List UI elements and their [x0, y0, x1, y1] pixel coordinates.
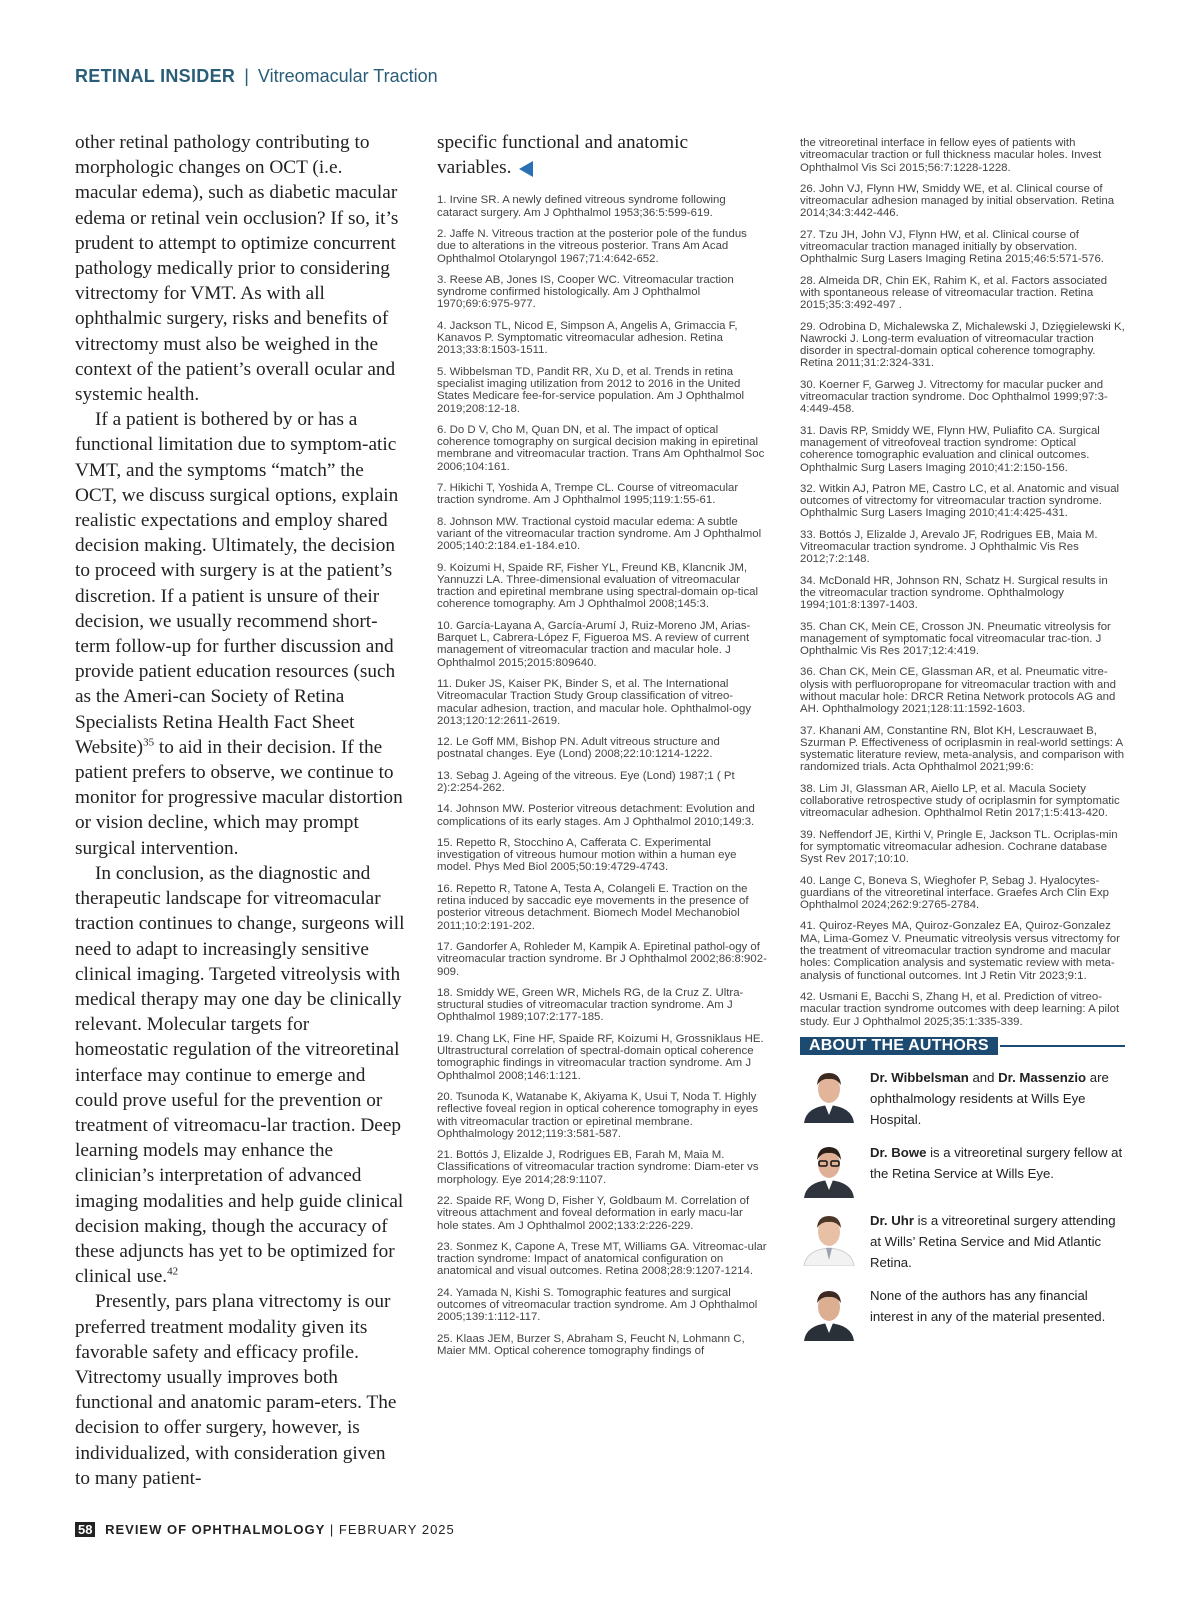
reference-item: 5. Wibbelsman TD, Pandit RR, Xu D, et al. Trends in retina specialist imaging utilization from 2012 to 2016 in the United States Medicare fee-for-service population. Am J Ophthalmol 2019;208:12-18. [437, 365, 745, 415]
author-bio: Dr. Bowe is a vitreoretinal surgery fellow at the Retina Service at Wills Eye. [870, 1145, 1123, 1182]
reference-item: 8. Johnson MW. Tractional cystoid macular edema: A subtle variant of the vitreomacular traction syndrome. Am J Ophthalmol 2005;140:2:184.e1-184.e10. [437, 515, 762, 553]
author-entry [800, 1208, 1125, 1273]
body-paragraph-end: specific functional and anatomic variables. [437, 132, 689, 179]
reference-item: 15. Repetto R, Stocchino A, Cafferata C. Experimental investigation of vitreous humour motion within a human eye model. Phys Med Biol 2005;50:19:4729-4743. [437, 836, 737, 874]
reference-item: 14. Johnson MW. Posterior vitreous detachment: Evolution and complications of its early stages. Am J Ophthalmol 2010;149:3. [437, 803, 755, 828]
about-authors-title: ABOUT THE AUTHORS [800, 1037, 998, 1055]
reference-item: 33. Bottós J, Elizalde J, Arevalo JF, Rodrigues EB, Maia M. Vitreomacular traction syndrome. J Ophthalmic Vis Res 2012;7:2:148. [800, 528, 1098, 566]
header-separator: | [244, 66, 249, 86]
author-bio: Dr. Uhr is a vitreoretinal surgery attending at Wills’ Retina Service and Mid Atlantic Retina. [870, 1213, 1116, 1271]
page-number: 58 [75, 1522, 95, 1537]
reference-item: 38. Lim JI, Glassman AR, Aiello LP, et al. Macula Society collaborative retrospective study of ocriplasmin for symptomatic vitreomacular adhesion. Ophthalmol Retin 2017;1:5:413-420. [800, 782, 1120, 820]
reference-item: 19. Chang LK, Fine HF, Spaide RF, Koizumi H, Grossniklaus HE. Ultrastructural correlation of spectral-domain optical coherence tomographic findings in vitreomacular traction syndrome. Am J Ophthalmol 2008;146:1:121. [437, 1032, 764, 1082]
reference-item: 37. Khanani AM, Constantine RN, Blot KH, Lescrauwaet B, Szurman P. Effectiveness of ocriplasmin in real-world settings: A systematic literature review, meta-analysis, and comparison with randomized trials. Acta Ophthalmol 2021;99:6: [800, 724, 1125, 774]
reference-item: 2. Jaffe N. Vitreous traction at the posterior pole of the fundus due to alterations in the vitreous posterior. Trans Am Acad Ophthalmol Otolaryngol 1967;71:4:642-652. [437, 228, 747, 265]
body-column-1 [75, 130, 405, 1491]
reference-item: 42. Usmani E, Bacchi S, Zhang H, et al. Prediction of vitreo-macular traction syndrome outcomes with deep learning: A pilot study. Eur J Ophthalmol 2025;35:1:335-339. [800, 990, 1120, 1028]
section-label: RETINAL INSIDER [75, 66, 236, 86]
reference-item: 7. Hikichi T, Yoshida A, Trempe CL. Course of vitreomacular traction syndrome. Am J Ophthalmol 1995;119:1:55-61. [437, 482, 739, 507]
reference-item: 20. Tsunoda K, Watanabe K, Akiyama K, Usui T, Noda T. Highly reflective foveal region in optical coherence tomography in eyes with vitreomacular traction or epiretinal membrane. Ophthalmology 2012;119:3:581-587. [437, 1090, 759, 1140]
citation-42: 42 [167, 1265, 179, 1278]
reference-item: 30. Koerner F, Garweg J. Vitrectomy for macular pucker and vitreomacular traction syndrome. Doc Ophthalmol 1999;97:3-4:449-458. [800, 378, 1108, 416]
reference-item: 24. Yamada N, Kishi S. Tomographic features and surgical outcomes of vitreomacular traction syndrome. Am J Ophthalmol 2005;139:1:112-117. [437, 1286, 758, 1324]
magazine-title: REVIEW OF OPHTHALMOLOGY [105, 1522, 326, 1537]
reference-item: 1. Irvine SR. A newly defined vitreous syndrome following cataract surgery. Am J Ophthalmol 1953;36:5:599-619. [437, 194, 726, 219]
author-photo [800, 1065, 858, 1123]
references-column-1 [437, 130, 767, 1366]
reference-item: 22. Spaide RF, Wong D, Fisher Y, Goldbaum M. Correlation of vitreous attachment and foveal deformation in early macu-lar hole states. Am J Ophthalmol 2002;133:2:226-229. [437, 1195, 750, 1232]
reference-item: 23. Sonmez K, Capone A, Trese MT, Williams GA. Vitreomac-ular traction syndrome: Impact of anatomical configuration on anatomical and visual outcomes. Retina 2008;28:9:1207-1214. [437, 1240, 767, 1278]
page-footer [75, 1522, 455, 1537]
reference-item: 36. Chan CK, Mein CE, Glassman AR, et al. Pneumatic vitre-olysis with perfluoropropane for vitreomacular traction with and without macular hole: DRCR Retina Network protocols AG and AH. Ophthalmology 2021;128:11:1592-1603. [800, 666, 1116, 716]
author-photo [800, 1140, 858, 1198]
body-paragraph: If a patient is bothered by or has a functional limitation due to symptom-atic VMT, and the symptoms “match” the OCT, we discuss surgical options, explain realistic expectations and employ shared decision making. Ultimately, the decision to proceed with surgery is at the patient’s discretion. If a patient is unsure of their decision, we usually recommend short-term follow-up for further discussion and provide patient education resources (such as the Ameri-can Society of Retina Specialists Retina Health Fact Sheet Website)$^{35}$ to aid in their decision. If the patient prefers to observe, we continue to monitor for progressive macular distortion or vision decline, which may prompt surgical intervention. [75, 409, 403, 859]
author-photo [800, 1208, 858, 1266]
topic-label: Vitreomacular Traction [257, 66, 438, 86]
body-paragraph: Presently, pars plana vitrectomy is our preferred treatment modality given its favorable safety and efficacy profile. Vitrectomy usually improves both functional and anatomic param-eters. The decision to offer surgery, however, is individualized, with consideration given to many patient- [75, 1291, 397, 1489]
disclosure: None of the authors has any financial interest in any of the material presented. [870, 1288, 1106, 1325]
about-authors-header [800, 1037, 1125, 1055]
reference-item: 40. Lange C, Boneva S, Wieghofer P, Sebag J. Hyalocytes-guardians of the vitreoretinal interface. Graefes Arch Clin Exp Ophthalmol 2024;262:9:2765-2784. [800, 874, 1109, 912]
reference-item: 26. John VJ, Flynn HW, Smiddy WE, et al. Clinical course of vitreomacular adhesion managed by initial observation. Retina 2014;34:3:442-446. [800, 182, 1115, 220]
reference-item: 39. Neffendorf JE, Kirthi V, Pringle E, Jackson TL. Ocriplas-min for symptomatic vitreomacular adhesion. Cochrane database Syst Rev 2017;10:10. [800, 828, 1118, 866]
reference-item: 28. Almeida DR, Chin EK, Rahim K, et al. Factors associated with spontaneous release of vitreomacular traction. Retina 2015;35:3:492-497 . [800, 274, 1108, 312]
reference-item: 35. Chan CK, Mein CE, Crosson JN. Pneumatic vitreolysis for management of symptomatic focal vitreomacular trac-tion. J Ophthalmic Vis Res 2017;12:4:419. [800, 620, 1111, 658]
divider [1000, 1045, 1125, 1047]
reference-item: 13. Sebag J. Ageing of the vitreous. Eye (Lond) 1987;1 ( Pt 2):2:254-262. [437, 769, 735, 794]
author-entry [800, 1065, 1125, 1130]
reference-item: 41. Quiroz-Reyes MA, Quiroz-Gonzalez EA, Quiroz-Gonzalez MA, Lima-Gomez V. Pneumatic vitreolysis versus vitrectomy for the treatment of vitreomacular traction syndrome and macular holes: Complication analysis and systematic review with meta-analysis of functional outcomes. Int J Retin Vitr 2023;9:1. [800, 920, 1120, 982]
reference-item: 4. Jackson TL, Nicod E, Simpson A, Angelis A, Grimaccia F, Kanavos P. Symptomatic vitreomacular adhesion. Retina 2013;33:8:1503-1511. [437, 319, 738, 357]
author-photo [800, 1283, 858, 1341]
reference-item: 12. Le Goff MM, Bishop PN. Adult vitreous structure and postnatal changes. Eye (Lond) 2008;22:10:1214-1222. [437, 736, 720, 761]
reference-item: the vitreoretinal interface in fellow eyes of patients with vitreomacular traction or full thickness macular holes. Invest Ophthalmol Vis Sci 2015;56:7:1228-1228. [800, 137, 1102, 174]
reference-item: 9. Koizumi H, Spaide RF, Fisher YL, Freund KB, Klancnik JM, Yannuzzi LA. Three-dimensional evaluation of vitreomacular traction and epiretinal membrane using spectral-domain op-tical coherence tomography. Am J Ophthalmol 2008;145:3. [437, 561, 759, 611]
reference-item: 3. Reese AB, Jones IS, Cooper WC. Vitreomacular traction syndrome confirmed histologically. Am J Ophthalmol 1970;69:6:975-977. [437, 273, 734, 311]
author-entry [800, 1140, 1125, 1198]
reference-item: 25. Klaas JEM, Burzer S, Abraham S, Feucht N, Lohmann C, Maier MM. Optical coherence tomography findings of [437, 1332, 745, 1357]
reference-item: 29. Odrobina D, Michalewska Z, Michalewski J, Dzięgielewski K, Nawrocki J. Long-term evaluation of vitreomacular traction disorder in spectral-domain optical coherence tomography. Retina 2011;31:2:324-331. [800, 320, 1125, 370]
reference-list [800, 137, 1125, 1028]
reference-item: 31. Davis RP, Smiddy WE, Flynn HW, Puliafito CA. Surgical management of vitreofoveal traction syndrome: Optical coherence tomographic evaluation and clinical outcomes. Ophthalmic Surg Lasers Imaging 2010;41:2:150-156. [800, 424, 1100, 474]
reference-item: 10. García-Layana A, García-Arumí J, Ruiz-Moreno JM, Arias-Barquet L, Cabrera-López F, Figueroa MS. A review of current management of vitreomacular traction and macular hole. J Ophthalmol 2015;2015:809640. [437, 619, 751, 669]
reference-item: 21. Bottós J, Elizalde J, Rodrigues EB, Farah M, Maia M. Classifications of vitreomacular traction syndrome: Diam-eter vs morphology. Eye 2014;28:9:1107. [437, 1149, 759, 1186]
running-header [75, 66, 438, 87]
reference-item: 27. Tzu JH, John VJ, Flynn HW, et al. Clinical course of vitreomacular traction managed initially by observation. Ophthalmic Surg Lasers Imaging Retina 2015;46:5:571-576. [800, 228, 1104, 266]
author-bio: Dr. Wibbelsman and Dr. Massenzio are ophthalmology residents at Wills Eye Hospital. [870, 1070, 1109, 1128]
footer-separator: | [329, 1522, 335, 1537]
end-of-article-icon [519, 161, 533, 177]
reference-list [437, 194, 767, 1357]
issue-date: FEBRUARY 2025 [338, 1522, 455, 1537]
reference-item: 18. Smiddy WE, Green WR, Michels RG, de la Cruz Z. Ultra-structural studies of vitreomacular traction syndrome. Am J Ophthalmol 1989;107:2:177-185. [437, 986, 744, 1024]
body-paragraph: In conclusion, as the diagnostic and therapeutic landscape for vitreomacular traction continues to change, surgeons will need to adapt to increasingly sensitive clinical imaging. Targeted vitreolysis with medical therapy may one day be clinically relevant. Molecular targets for homeostatic regulation of the vitreoretinal interface may continue to emerge and could prove useful for the prevention or treatment of vitreomacu-lar traction. Deep learning models may enhance the clinician’s interpretation of advanced imaging modalities and help guide clinical decision making, though the accuracy of these adjuncts has yet to be optimized for clinical use.$^{42}$ [75, 862, 405, 1288]
reference-item: 11. Duker JS, Kaiser PK, Binder S, et al. The International Vitreomacular Traction Study Group classification of vitreo-macular adhesion, traction, and macular hole. Ophthalmol-ogy 2013;120:12:2611-2619. [437, 677, 752, 727]
reference-item: 16. Repetto R, Tatone A, Testa A, Colangeli E. Traction on the retina induced by saccadic eye movements in the presence of posterior vitreous detachment. Biomech Model Mechanobiol 2011;10:2:191-202. [437, 882, 749, 932]
reference-item: 34. McDonald HR, Johnson RN, Schatz H. Surgical results in the vitreomacular traction syndrome. Ophthalmology 1994;101:8:1397-1403. [800, 574, 1108, 612]
reference-item: 17. Gandorfer A, Rohleder M, Kampik A. Epiretinal pathol-ogy of vitreomacular traction syndrome. Br J Ophthalmol 2002;86:8:902-909. [437, 940, 767, 978]
citation-35: 35 [143, 736, 155, 749]
reference-item: 32. Witkin AJ, Patron ME, Castro LC, et al. Anatomic and visual outcomes of vitrectomy for vitreomacular traction syndrome. Ophthalmic Surg Lasers Imaging 2010;41:4:425-431. [800, 482, 1120, 520]
reference-item: 6. Do D V, Cho M, Quan DN, et al. The impact of optical coherence tomography on surgical decision making in epiretinal membrane and vitreomacular traction. Trans Am Ophthalmol Soc 2006;104:161. [437, 423, 765, 473]
body-paragraph: other retinal pathology contributing to morphologic changes on OCT (i.e. macular edema), such as diabetic macular edema or retinal vein occlusion? If so, it’s prudent to attempt to optimize concurrent pathology medically prior to considering vitrectomy for VMT. As with all ophthalmic surgery, risks and benefits of vitrectomy must also be weighed in the context of the patient’s overall ocular and systemic health. [75, 132, 399, 406]
author-entry [800, 1283, 1125, 1341]
references-column-2 [800, 137, 1125, 1341]
